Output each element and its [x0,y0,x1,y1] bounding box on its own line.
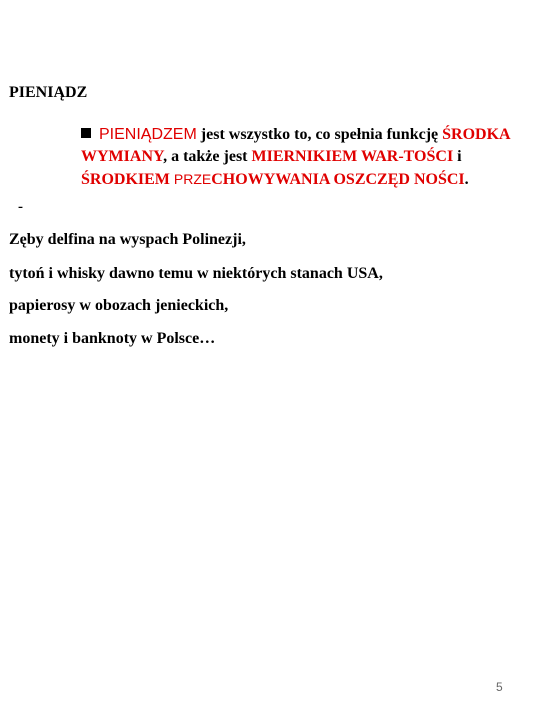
definition-paragraph [81,124,531,191]
definition-text-4: . [464,171,469,188]
function-exchange: ŚRODKA WYMIANY [81,126,510,165]
black-square-bullet-icon [81,128,91,138]
page-title: PIENIĄDZ [9,84,88,101]
function-measure: MIERNIKIEM WAR-TOŚCI [251,148,454,165]
example-line: monety i banknoty w Polsce… [9,330,216,347]
example-line: papierosy w obozach jenieckich, [9,297,229,314]
function-store-part1: ŚRODKIEM [81,171,174,188]
function-store-part2: PRZE [173,171,212,187]
definition-text-2: , a także jest [163,148,252,165]
example-line: Zęby delfina na wyspach Polinezji, [9,231,246,248]
example-line: tytoń i whisky dawno temu w niektórych stanach USA, [9,265,383,282]
definition-text-3: i [453,148,462,165]
page-number: 5 [496,680,503,694]
function-store-part3: CHOWYWANIA OSZCZĘD NOŚCI [211,171,465,188]
definition-text-1: jest wszystko to, co spełnia funkcję [196,126,443,143]
definition-term: PIENIĄDZEM [99,126,197,143]
dash-marker: - [18,199,23,215]
